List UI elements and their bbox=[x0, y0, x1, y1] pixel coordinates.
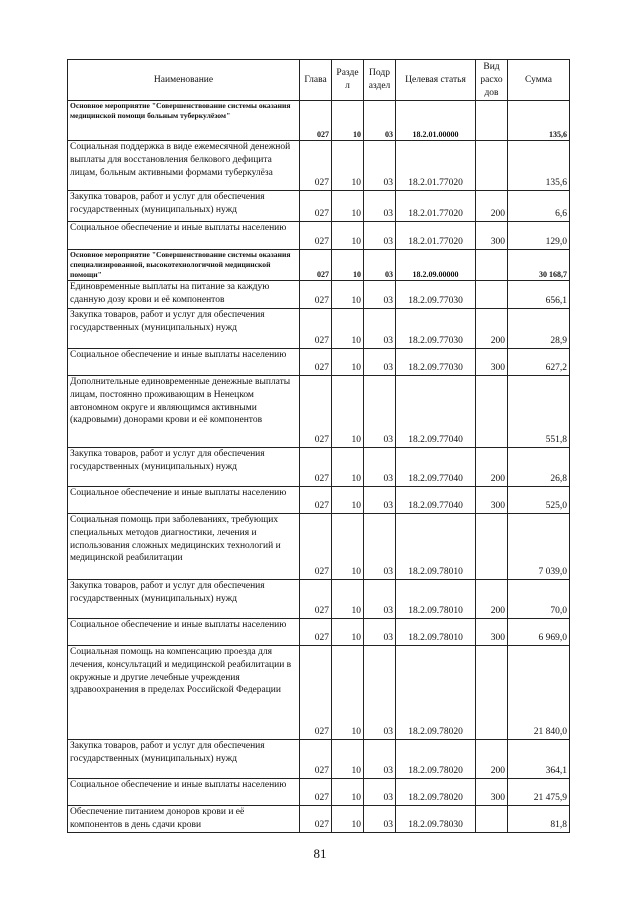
cell-sum: 551,8 bbox=[508, 376, 570, 448]
cell-section: 10 bbox=[332, 740, 364, 779]
cell-chapter: 027 bbox=[300, 740, 332, 779]
cell-sum: 6,6 bbox=[508, 191, 570, 222]
cell-section: 10 bbox=[332, 222, 364, 250]
header-subsection: Подр аздел bbox=[364, 60, 396, 101]
cell-chapter: 027 bbox=[300, 309, 332, 349]
document-page bbox=[67, 59, 569, 833]
cell-name: Социальное обеспечение и иные выплаты населению bbox=[68, 779, 300, 806]
cell-type: 200 bbox=[476, 448, 508, 487]
cell-chapter: 027 bbox=[300, 779, 332, 806]
cell-type bbox=[476, 646, 508, 740]
cell-name: Социальное обеспечение и иные выплаты населению bbox=[68, 487, 300, 514]
cell-type: 200 bbox=[476, 580, 508, 619]
cell-chapter: 027 bbox=[300, 101, 332, 141]
cell-section: 10 bbox=[332, 779, 364, 806]
cell-section: 10 bbox=[332, 101, 364, 141]
cell-target: 18.2.09.78020 bbox=[396, 740, 476, 779]
cell-sum: 28,9 bbox=[508, 309, 570, 349]
cell-sum: 21 840,0 bbox=[508, 646, 570, 740]
cell-type bbox=[476, 376, 508, 448]
cell-sum: 627,2 bbox=[508, 349, 570, 376]
header-target: Целевая статья bbox=[396, 60, 476, 101]
cell-chapter: 027 bbox=[300, 580, 332, 619]
header-chapter: Глава bbox=[300, 60, 332, 101]
table-row bbox=[68, 349, 570, 376]
cell-section: 10 bbox=[332, 487, 364, 514]
cell-target: 18.2.01.77020 bbox=[396, 191, 476, 222]
cell-name: Основное мероприятие "Совершенствование системы оказания медицинской помощи больным туберкулёзом" bbox=[68, 101, 300, 141]
header-section: Разде л bbox=[332, 60, 364, 101]
cell-type: 300 bbox=[476, 349, 508, 376]
cell-name: Единовременные выплаты на питание за каждую сданную дозу крови и её компонентов bbox=[68, 281, 300, 309]
cell-name: Дополнительные единовременные денежные выплаты лицам, постоянно проживающим в Ненецком автономном округе и являющимся активными (кадровыми) донорами крови и её компонентов bbox=[68, 376, 300, 448]
cell-target: 18.2.09.78030 bbox=[396, 806, 476, 833]
cell-type bbox=[476, 101, 508, 141]
cell-chapter: 027 bbox=[300, 250, 332, 281]
cell-chapter: 027 bbox=[300, 281, 332, 309]
cell-chapter: 027 bbox=[300, 376, 332, 448]
table-row bbox=[68, 309, 570, 349]
cell-subsection: 03 bbox=[364, 349, 396, 376]
cell-target: 18.2.09.78020 bbox=[396, 779, 476, 806]
cell-target: 18.2.09.77030 bbox=[396, 349, 476, 376]
cell-target: 18.2.09.77030 bbox=[396, 281, 476, 309]
table-row bbox=[68, 646, 570, 740]
cell-subsection: 03 bbox=[364, 619, 396, 646]
cell-chapter: 027 bbox=[300, 487, 332, 514]
cell-chapter: 027 bbox=[300, 806, 332, 833]
table-row bbox=[68, 376, 570, 448]
cell-subsection: 03 bbox=[364, 309, 396, 349]
cell-section: 10 bbox=[332, 376, 364, 448]
page-number: 81 bbox=[313, 846, 327, 861]
table-row bbox=[68, 487, 570, 514]
cell-section: 10 bbox=[332, 448, 364, 487]
table-row bbox=[68, 580, 570, 619]
cell-type: 300 bbox=[476, 487, 508, 514]
table-header-row bbox=[68, 60, 570, 101]
cell-section: 10 bbox=[332, 349, 364, 376]
cell-target: 18.2.09.77040 bbox=[396, 487, 476, 514]
cell-sum: 21 475,9 bbox=[508, 779, 570, 806]
cell-subsection: 03 bbox=[364, 487, 396, 514]
cell-name: Социальная помощь на компенсацию проезда для лечения, консультаций и медицинской реабилитации в окружные и другие лечебные учреждения здравоохранения в пределах Российской Федерации bbox=[68, 646, 300, 740]
cell-target: 18.2.01.77020 bbox=[396, 222, 476, 250]
table-row bbox=[68, 779, 570, 806]
cell-sum: 135,6 bbox=[508, 101, 570, 141]
cell-subsection: 03 bbox=[364, 646, 396, 740]
cell-sum: 129,0 bbox=[508, 222, 570, 250]
cell-type bbox=[476, 250, 508, 281]
cell-sum: 7 039,0 bbox=[508, 514, 570, 580]
table-row bbox=[68, 448, 570, 487]
cell-chapter: 027 bbox=[300, 514, 332, 580]
cell-chapter: 027 bbox=[300, 619, 332, 646]
cell-name: Закупка товаров, работ и услуг для обеспечения государственных (муниципальных) нужд bbox=[68, 580, 300, 619]
cell-section: 10 bbox=[332, 580, 364, 619]
cell-sum: 30 168,7 bbox=[508, 250, 570, 281]
cell-type: 200 bbox=[476, 309, 508, 349]
cell-target: 18.2.09.78010 bbox=[396, 514, 476, 580]
cell-section: 10 bbox=[332, 281, 364, 309]
table-row bbox=[68, 619, 570, 646]
cell-sum: 656,1 bbox=[508, 281, 570, 309]
cell-chapter: 027 bbox=[300, 222, 332, 250]
table-row bbox=[68, 141, 570, 191]
cell-type: 300 bbox=[476, 619, 508, 646]
cell-type bbox=[476, 281, 508, 309]
cell-section: 10 bbox=[332, 309, 364, 349]
cell-name: Закупка товаров, работ и услуг для обеспечения государственных (муниципальных) нужд bbox=[68, 740, 300, 779]
cell-chapter: 027 bbox=[300, 141, 332, 191]
table-row bbox=[68, 806, 570, 833]
cell-subsection: 03 bbox=[364, 141, 396, 191]
cell-sum: 81,8 bbox=[508, 806, 570, 833]
cell-name: Закупка товаров, работ и услуг для обеспечения государственных (муниципальных) нужд bbox=[68, 191, 300, 222]
cell-sum: 26,8 bbox=[508, 448, 570, 487]
cell-chapter: 027 bbox=[300, 448, 332, 487]
header-sum: Сумма bbox=[508, 60, 570, 101]
cell-target: 18.2.09.77040 bbox=[396, 376, 476, 448]
cell-subsection: 03 bbox=[364, 191, 396, 222]
cell-subsection: 03 bbox=[364, 580, 396, 619]
cell-section: 10 bbox=[332, 619, 364, 646]
cell-target: 18.2.01.77020 bbox=[396, 141, 476, 191]
cell-subsection: 03 bbox=[364, 448, 396, 487]
table-row bbox=[68, 191, 570, 222]
cell-subsection: 03 bbox=[364, 281, 396, 309]
cell-name: Закупка товаров, работ и услуг для обеспечения государственных (муниципальных) нужд bbox=[68, 309, 300, 349]
cell-target: 18.2.09.78010 bbox=[396, 580, 476, 619]
table-row bbox=[68, 514, 570, 580]
cell-type: 300 bbox=[476, 222, 508, 250]
cell-subsection: 03 bbox=[364, 740, 396, 779]
cell-subsection: 03 bbox=[364, 779, 396, 806]
cell-target: 18.2.01.00000 bbox=[396, 101, 476, 141]
cell-subsection: 03 bbox=[364, 806, 396, 833]
table-row bbox=[68, 740, 570, 779]
cell-subsection: 03 bbox=[364, 222, 396, 250]
cell-chapter: 027 bbox=[300, 646, 332, 740]
table-row-main-activity bbox=[68, 250, 570, 281]
cell-sum: 364,1 bbox=[508, 740, 570, 779]
cell-name: Социальное обеспечение и иные выплаты населению bbox=[68, 619, 300, 646]
cell-sum: 135,6 bbox=[508, 141, 570, 191]
cell-target: 18.2.09.78010 bbox=[396, 619, 476, 646]
cell-section: 10 bbox=[332, 646, 364, 740]
header-type: Вид расхо дов bbox=[476, 60, 508, 101]
cell-type bbox=[476, 141, 508, 191]
cell-subsection: 03 bbox=[364, 514, 396, 580]
cell-section: 10 bbox=[332, 806, 364, 833]
cell-target: 18.2.09.78020 bbox=[396, 646, 476, 740]
table-row bbox=[68, 222, 570, 250]
cell-chapter: 027 bbox=[300, 349, 332, 376]
cell-target: 18.2.09.77030 bbox=[396, 309, 476, 349]
cell-section: 10 bbox=[332, 191, 364, 222]
cell-name: Закупка товаров, работ и услуг для обеспечения государственных (муниципальных) нужд bbox=[68, 448, 300, 487]
cell-section: 10 bbox=[332, 141, 364, 191]
cell-name: Социальное обеспечение и иные выплаты населению bbox=[68, 222, 300, 250]
cell-chapter: 027 bbox=[300, 191, 332, 222]
cell-sum: 70,0 bbox=[508, 580, 570, 619]
cell-subsection: 03 bbox=[364, 101, 396, 141]
header-name: Наименование bbox=[68, 60, 300, 101]
cell-type bbox=[476, 514, 508, 580]
cell-subsection: 03 bbox=[364, 376, 396, 448]
budget-table bbox=[67, 59, 570, 833]
cell-target: 18.2.09.00000 bbox=[396, 250, 476, 281]
cell-section: 10 bbox=[332, 250, 364, 281]
cell-name: Социальное обеспечение и иные выплаты населению bbox=[68, 349, 300, 376]
cell-type bbox=[476, 806, 508, 833]
cell-name: Социальная помощь при заболеваниях, требующих специальных методов диагностики, лечения и использования сложных медицинских технологий и медицинской реабилитации bbox=[68, 514, 300, 580]
table-row bbox=[68, 281, 570, 309]
cell-sum: 6 969,0 bbox=[508, 619, 570, 646]
cell-type: 200 bbox=[476, 191, 508, 222]
cell-subsection: 03 bbox=[364, 250, 396, 281]
cell-type: 200 bbox=[476, 740, 508, 779]
cell-name: Обеспечение питанием доноров крови и её компонентов в день сдачи крови bbox=[68, 806, 300, 833]
cell-sum: 525,0 bbox=[508, 487, 570, 514]
table-row-main-activity bbox=[68, 101, 570, 141]
cell-name: Социальная поддержка в виде ежемесячной денежной выплаты для восстановления белкового дефицита лицам, больным активными формами туберкулёза bbox=[68, 141, 300, 191]
cell-type: 300 bbox=[476, 779, 508, 806]
cell-target: 18.2.09.77040 bbox=[396, 448, 476, 487]
cell-name: Основное мероприятие "Совершенствование системы оказания специализированной, высокотехнологичной медицинской помощи" bbox=[68, 250, 300, 281]
cell-section: 10 bbox=[332, 514, 364, 580]
